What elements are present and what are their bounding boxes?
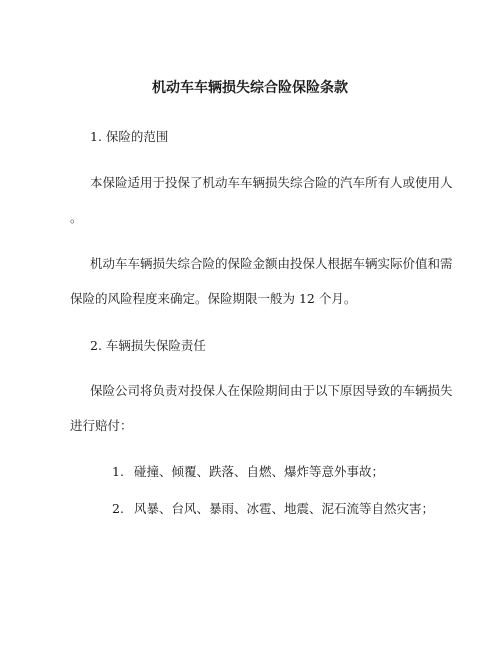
paragraph-liability-line-1: 保险公司将负责对投保人在保险期间由于以下原因导致的车辆损失 bbox=[90, 383, 453, 398]
paragraph-amount-line-1: 机动车车辆损失综合险的保险金额由投保人根据车辆实际价值和需 bbox=[90, 256, 453, 271]
section-heading-liability: 2. 车辆损失保险责任 bbox=[90, 338, 206, 353]
list-item-text: 风暴、台风、暴雨、冰雹、地震、泥石流等自然灾害； bbox=[134, 501, 435, 516]
paragraph-scope-line-1: 本保险适用于投保了机动车车辆损失综合险的汽车所有人或使用人 bbox=[90, 175, 453, 190]
paragraph-amount-line-2: 保险的风险程度来确定。保险期限一般为 12 个月。 bbox=[70, 291, 357, 306]
list-item-text: 碰撞、倾覆、跌落、自燃、爆炸等意外事故； bbox=[134, 464, 385, 479]
document-title: 机动车车辆损失综合险保险条款 bbox=[152, 80, 348, 96]
list-item-number: 1. bbox=[112, 464, 124, 479]
section-heading-scope: 1. 保险的范围 bbox=[90, 129, 169, 144]
paragraph-liability-line-2: 进行赔付： bbox=[70, 418, 133, 433]
paragraph-scope-line-2: 。 bbox=[70, 210, 83, 225]
list-item-number: 2. bbox=[112, 501, 124, 516]
